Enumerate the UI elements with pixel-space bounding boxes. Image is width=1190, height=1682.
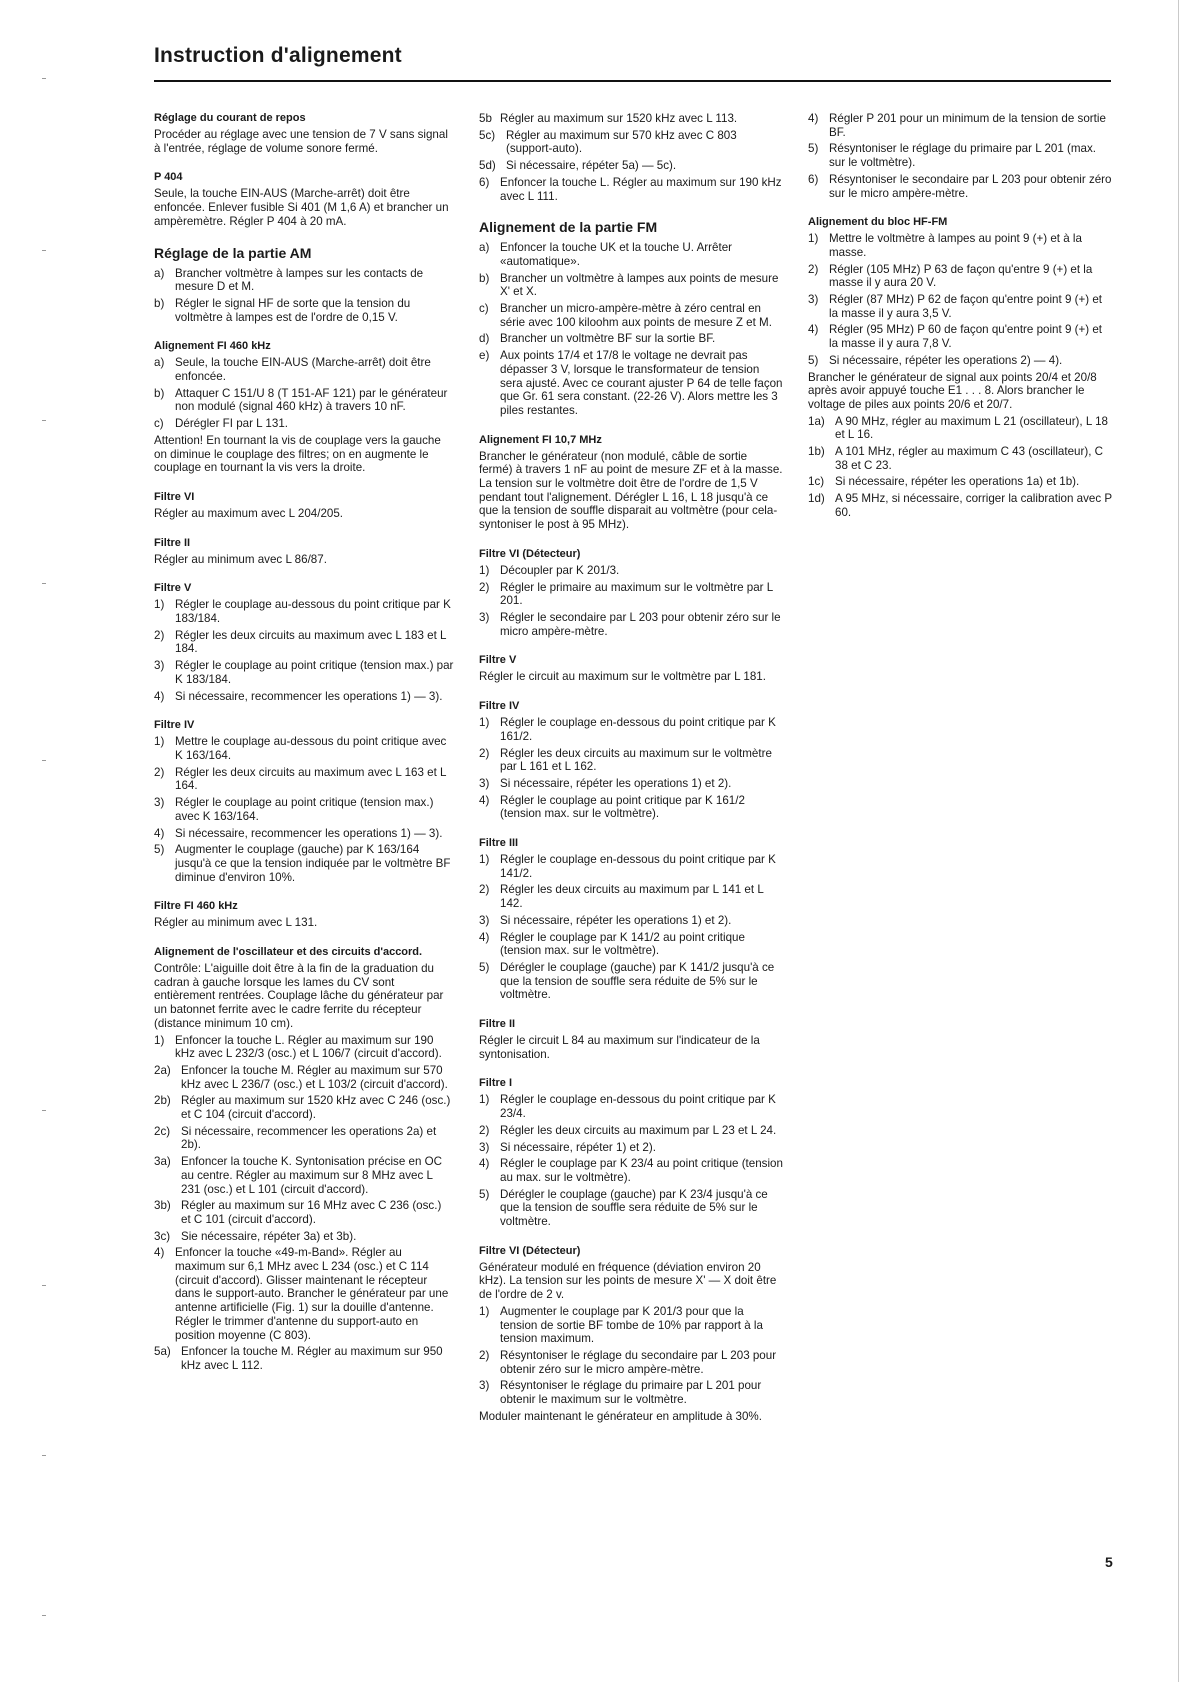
item-number: 5) — [808, 353, 819, 367]
subsection-heading: Filtre VI — [154, 490, 195, 503]
item-text: A 90 MHz, régler au maximum L 21 (oscillateur), L 18 et L 16. — [835, 414, 1108, 442]
section — [479, 1064, 783, 1228]
item-text: Seule, la touche EIN-AUS (Marche-arrêt) doit être enfoncée. — [175, 356, 431, 384]
item-number: 4) — [808, 112, 819, 125]
item-text: Régler le couplage au point critique (tension max.) par K 183/184. — [175, 659, 454, 686]
paragraph: Moduler maintenant le générateur en amplitude à 30%. — [479, 1409, 762, 1423]
section — [479, 535, 783, 639]
list-item — [479, 914, 783, 928]
item-number: d) — [479, 332, 490, 346]
column-left — [154, 112, 454, 1376]
list-item — [154, 766, 454, 793]
section-spacer — [154, 569, 454, 582]
item-text: Régler au maximum sur 16 MHz avec C 236 (osc.) et C 101 (circuit d'accord). — [181, 1199, 442, 1226]
subsection-heading: P 404 — [154, 171, 183, 184]
item-text: Si nécessaire, répéter les operations 1) et 2). — [500, 913, 732, 927]
item-text: Résyntoniser le réglage du secondaire par L 203 pour obtenir zéro sur le micro ampère-mètre. — [500, 1349, 777, 1376]
title-rule — [154, 80, 1111, 82]
subsection-heading: Alignement FI 10,7 MHz — [479, 433, 602, 446]
item-number: 1a) — [808, 414, 825, 428]
item-number: 1) — [154, 598, 165, 612]
list-item — [479, 1305, 783, 1346]
subsection-heading: Filtre III — [479, 837, 519, 850]
item-number: 3) — [479, 610, 490, 624]
item-number: 2) — [808, 262, 819, 276]
list-item — [154, 796, 454, 823]
item-text: Attaquer C 151/U 8 (T 151-AF 121) par le générateur non modulé (signal 460 kHz) à travers 10 nF. — [175, 386, 448, 414]
item-text: Régler le couplage au-dessous du point critique par K 183/184. — [175, 598, 451, 626]
list-item — [479, 272, 783, 299]
list-item — [154, 297, 454, 324]
list-item — [154, 1199, 454, 1226]
section — [154, 706, 454, 884]
item-number: 3c) — [154, 1229, 171, 1243]
item-number: 4) — [479, 793, 490, 807]
list-item — [479, 1124, 783, 1138]
subsection-heading: Filtre VI (Détecteur) — [479, 1244, 581, 1257]
list-item — [154, 1034, 454, 1061]
margin-mark — [42, 1285, 46, 1286]
item-text: Régler le couplage par K 141/2 au point critique (tension max. sur le voltmètre). — [500, 930, 745, 958]
list-item — [479, 112, 783, 126]
item-text: A 101 MHz, régler au maximum C 43 (oscillateur), C 38 et C 23. — [835, 445, 1104, 472]
item-number: b) — [154, 386, 165, 400]
paragraph: Générateur modulé en fréquence (déviation environ 20 kHz). La tension sur les points de mesure X' — X doit être de l'ordre de 2 v. — [479, 1260, 777, 1302]
list-item — [808, 323, 1112, 350]
item-text: Mettre le voltmètre à lampes au point 9 (+) et à la masse. — [829, 232, 1082, 259]
paragraph: Procéder au réglage avec une tension de 7 V sans signal à l'entrée, réglage de volume sonore fermé. — [154, 128, 448, 155]
section — [154, 112, 454, 155]
list-item — [154, 735, 454, 762]
item-number: 6) — [479, 175, 490, 189]
list-item — [479, 349, 783, 418]
item-number: b) — [154, 296, 165, 310]
margin-mark — [42, 1455, 46, 1456]
section-spacer — [154, 478, 454, 491]
item-text: Régler les deux circuits au maximum sur le voltmètre par L 161 et L 162. — [500, 746, 772, 774]
list-item — [479, 611, 783, 638]
list-item — [154, 1345, 454, 1372]
item-text: Régler les deux circuits au maximum avec L 183 et L 184. — [175, 628, 447, 656]
item-number: 2c) — [154, 1124, 171, 1138]
subsection-heading: Alignement du bloc HF-FM — [808, 216, 948, 229]
item-text: Si nécessaire, recommencer les operations 1) — 3). — [175, 826, 443, 840]
section — [808, 203, 1112, 519]
item-text: Si nécessaire, répéter les operations 1) et 2). — [500, 776, 732, 790]
item-number: 6) — [808, 172, 819, 186]
paragraph: Régler au minimum avec L 86/87. — [154, 552, 327, 566]
list-item — [154, 659, 454, 686]
section — [479, 641, 783, 684]
item-text: Enfoncer la touche «49-m-Band». Régler au maximum sur 6,1 MHz avec L 234 (osc.) et C 114 (circuit d'accord). Glisser maintenant le récepteur dans le support-auto. Brancher le générateur par une antenne artificielle (Fig. 1) sur la douille d'antenne. Régler le trimmer d'antenne du support-auto en position moyenne (C 803). — [175, 1246, 449, 1342]
item-text: Enfoncer la touche UK et la touche U. Arrêter «automatique». — [500, 241, 732, 268]
item-text: Augmenter le couplage par K 201/3 pour que la tension de sortie BF tombe de 10% par rapport à la tension maximum. — [500, 1304, 763, 1346]
item-text: Enfoncer la touche M. Régler au maximum sur 950 kHz avec L 112. — [181, 1345, 443, 1372]
list-item — [479, 176, 783, 203]
item-text: Résyntoniser le réglage du primaire par L 201 (max. sur le voltmètre). — [829, 142, 1097, 170]
page-title: Instruction d'alignement — [154, 44, 402, 67]
item-number: 1d) — [808, 492, 825, 506]
section-spacer — [154, 706, 454, 719]
section-spacer — [154, 327, 454, 340]
section-spacer — [154, 232, 454, 245]
item-number: a) — [154, 266, 165, 280]
item-number: c) — [154, 417, 164, 431]
item-text: Régler le couplage au point critique par K 161/2 (tension max. sur le voltmètre). — [500, 793, 745, 821]
item-text: Régler le secondaire par L 203 pour obtenir zéro sur le micro ampère-mètre. — [500, 610, 781, 638]
subsection-heading: Filtre VI (Détecteur) — [479, 547, 581, 560]
item-number: 5d) — [479, 159, 496, 173]
list-item — [479, 581, 783, 608]
list-item — [154, 598, 454, 625]
item-text: Régler les deux circuits au maximum avec L 163 et L 164. — [175, 765, 447, 793]
item-text: Brancher un voltmètre à lampes aux points de mesure X' et X. — [500, 271, 779, 299]
item-number: 1) — [808, 232, 819, 246]
list-item — [479, 332, 783, 346]
section-spacer — [154, 158, 454, 171]
item-number: 1) — [479, 716, 490, 730]
column-middle — [479, 112, 783, 1427]
paragraph: Contrôle: L'aiguille doit être à la fin de la graduation du cadran à gauche lorsque les lames du CV sont entièrement rentrées. Couplage lâche du générateur par un batonnet ferrite avec le cadre ferrite du récepteur (distance minimum 10 cm). — [154, 962, 444, 1030]
section — [154, 524, 454, 567]
item-number: 4) — [154, 826, 165, 840]
paragraph: Brancher le générateur (non modulé, câble de sortie fermé) à travers 1 nF au point de mesure ZF et à la masse. La tension sur le voltmètre doit être de l'ordre de 1,5 V pendant tout l'alignement. Dérégler L 16, L 18 jusqu'à ce que la tension de souffle disparait au voltmètre (pour cela-syntoniser le post à 95 MHz). — [479, 449, 783, 532]
list-item — [479, 1141, 783, 1155]
list-item — [479, 1188, 783, 1229]
list-item — [479, 564, 783, 578]
section-spacer — [479, 641, 783, 654]
section-spacer — [479, 1064, 783, 1077]
item-number: 3b) — [154, 1199, 171, 1213]
list-item — [808, 445, 1112, 472]
paragraph: Attention! En tournant la vis de couplage vers la gauche on diminue le couplage des filtres; on en augmente le couplage en tournant la vis vers la droite. — [154, 433, 441, 475]
item-number: a) — [154, 356, 165, 370]
item-number: b) — [479, 271, 490, 285]
item-text: Régler le couplage en-dessous du point critique par K 23/4. — [500, 1093, 776, 1121]
subsection-heading: Filtre IV — [479, 700, 520, 713]
subsection-heading: Filtre IV — [154, 719, 195, 732]
item-text: Résyntoniser le secondaire par L 203 pour obtenir zéro sur le micro ampère-mètre. — [829, 172, 1112, 200]
section — [154, 887, 454, 930]
item-text: Régler le couplage au point critique (tension max.) avec K 163/164. — [175, 796, 434, 823]
paragraph: Seule, la touche EIN-AUS (Marche-arrêt) doit être enfoncée. Enlever fusible Si 401 (M 1,6 A) et brancher un ampèremètre. Régler P 404 à 20 mA. — [154, 187, 449, 228]
item-text: Sie nécessaire, répéter 3a) et 3b). — [181, 1229, 357, 1243]
list-item — [479, 159, 783, 173]
list-item — [154, 387, 454, 414]
margin-mark — [42, 1615, 46, 1616]
list-item — [479, 961, 783, 1002]
list-item — [808, 354, 1112, 368]
list-item — [154, 1125, 454, 1152]
margin-mark — [42, 250, 46, 251]
list-item — [154, 267, 454, 294]
list-item — [154, 1094, 454, 1121]
list-item — [154, 1246, 454, 1342]
item-text: Régler au maximum sur 1520 kHz avec L 113. — [500, 112, 738, 125]
section-heading: Réglage de la partie AM — [154, 244, 312, 261]
section-spacer — [154, 524, 454, 537]
item-text: Enfoncer la touche M. Régler au maximum sur 570 kHz avec L 236/7 (osc.) et L 103/2 (circuit d'accord). — [181, 1063, 448, 1091]
item-number: 5c) — [479, 128, 496, 142]
section-spacer — [479, 421, 783, 434]
subsection-heading: Alignement de l'oscillateur et des circuits d'accord. — [154, 946, 423, 959]
item-text: Dérégler le couplage (gauche) par K 23/4 jusqu'à ce que la tension de souffle sera réduite de 5% sur le voltmètre. — [500, 1187, 768, 1229]
section — [808, 112, 1112, 200]
item-number: 5b — [479, 112, 492, 125]
list-item — [479, 931, 783, 958]
item-number: 2) — [479, 580, 490, 594]
section — [154, 327, 454, 475]
item-text: Régler le couplage par K 23/4 au point critique (tension au max. sur le voltmètre). — [500, 1157, 783, 1184]
list-item — [154, 843, 454, 884]
item-number: 5a) — [154, 1345, 171, 1359]
item-number: 2) — [479, 1123, 490, 1137]
item-number: 1) — [154, 735, 165, 749]
section — [479, 687, 783, 821]
paragraph: Régler le circuit L 84 au maximum sur l'indicateur de la syntonisation. — [479, 1034, 760, 1061]
item-text: Régler (105 MHz) P 63 de façon qu'entre 9 (+) et la masse il y aura 20 V. — [829, 262, 1093, 290]
section-spacer — [479, 687, 783, 700]
list-item — [154, 1230, 454, 1244]
item-number: 5) — [154, 843, 165, 857]
subsection-heading: Filtre II — [479, 1018, 516, 1031]
item-number: 4) — [154, 1246, 165, 1260]
item-number: a) — [479, 241, 490, 255]
section-spacer — [479, 824, 783, 837]
item-number: 1c) — [808, 475, 825, 489]
list-item — [154, 1064, 454, 1091]
item-text: Régler (95 MHz) P 60 de façon qu'entre point 9 (+) et la masse il y aura 7,8 V. — [829, 323, 1102, 351]
list-item — [808, 475, 1112, 489]
list-item — [479, 777, 783, 791]
item-text: Augmenter le couplage (gauche) par K 163/164 jusqu'à ce que la tension indiquée par le voltmètre BF diminue d'environ 10%. — [175, 843, 451, 884]
item-number: 4) — [808, 323, 819, 337]
list-item — [154, 690, 454, 704]
item-text: Régler les deux circuits au maximum par L 141 et L 142. — [500, 883, 764, 911]
section — [154, 933, 454, 1373]
list-item — [154, 629, 454, 656]
section — [479, 824, 783, 1002]
item-text: Régler les deux circuits au maximum par L 23 et L 24. — [500, 1123, 777, 1137]
subsection-heading: Alignement FI 460 kHz — [154, 340, 271, 353]
item-text: Brancher un voltmètre BF sur la sortie BF. — [500, 332, 716, 346]
item-text: Régler le primaire au maximum sur le voltmètre par L 201. — [500, 580, 773, 608]
section — [479, 1005, 783, 1061]
page-number: 5 — [1105, 1554, 1113, 1570]
subsection-heading: Filtre V — [154, 582, 192, 595]
column-right — [808, 112, 1112, 523]
item-text: A 95 MHz, si nécessaire, corriger la calibration avec P 60. — [835, 492, 1112, 519]
item-text: Enfoncer la touche L. Régler au maximum sur 190 kHz avec L 111. — [500, 175, 782, 203]
item-text: Régler le couplage en-dessous du point critique par K 161/2. — [500, 716, 776, 743]
item-number: 3) — [479, 913, 490, 927]
item-number: 1) — [479, 853, 490, 867]
list-item — [154, 356, 454, 383]
section — [154, 478, 454, 521]
section-spacer — [479, 206, 783, 219]
item-number: 3) — [479, 776, 490, 790]
item-text: Résyntoniser le réglage du primaire par L 201 pour obtenir le maximum sur le voltmètre. — [500, 1379, 762, 1407]
item-text: Si nécessaire, recommencer les operations 1) — 3). — [175, 689, 443, 703]
margin-mark — [42, 78, 46, 79]
paragraph: Régler le circuit au maximum sur le voltmètre par L 181. — [479, 670, 766, 684]
item-text: Régler (87 MHz) P 62 de façon qu'entre point 9 (+) et la masse il y aura 3,5 V. — [829, 293, 1102, 320]
item-text: Mettre le couplage au-dessous du point critique avec K 163/164. — [175, 735, 447, 762]
list-item — [808, 142, 1112, 169]
item-number: 1) — [479, 563, 490, 577]
item-text: Dérégler le couplage (gauche) par K 141/2 jusqu'à ce que la tension de souffle sera réduite de 5% sur le voltmètre. — [500, 960, 775, 1002]
subsection-heading: Filtre II — [154, 536, 191, 549]
list-item — [479, 302, 783, 329]
item-number: 1) — [154, 1033, 165, 1047]
list-item — [808, 112, 1112, 139]
list-item — [154, 827, 454, 841]
item-number: 1) — [479, 1093, 490, 1107]
item-number: 2) — [479, 1349, 490, 1362]
list-item — [479, 241, 783, 268]
item-text: Si nécessaire, recommencer les operations 2a) et 2b). — [181, 1124, 437, 1152]
item-text: Régler le signal HF de sorte que la tension du voltmètre à lampes est de l'ordre de 0,15 V. — [175, 296, 411, 324]
margin-mark — [42, 583, 46, 584]
item-number: 1) — [479, 1304, 490, 1318]
section-spacer — [479, 1232, 783, 1245]
item-number: 4) — [479, 1157, 490, 1171]
margin-mark — [42, 1110, 46, 1111]
item-number: 3) — [154, 659, 165, 673]
list-item — [154, 417, 454, 431]
item-text: Enfoncer la touche K. Syntonisation précise en OC au centre. Régler au maximum sur 8 MHz avec L 231 (osc.) et L 101 (circuit d'accord). — [181, 1155, 443, 1196]
item-text: Régler au maximum sur 1520 kHz avec C 246 (osc.) et C 104 (circuit d'accord). — [181, 1094, 451, 1122]
item-number: 3) — [154, 796, 165, 810]
item-text: Découpler par K 201/3. — [500, 563, 620, 577]
list-item — [479, 1379, 783, 1406]
item-number: e) — [479, 349, 490, 363]
item-number: 2b) — [154, 1094, 171, 1108]
list-item — [479, 716, 783, 743]
item-text: Régler P 201 pour un minimum de la tension de sortie BF. — [829, 112, 1106, 139]
subsection-heading: Filtre I — [479, 1077, 513, 1090]
list-item — [479, 129, 783, 156]
section-spacer — [154, 887, 454, 900]
list-item — [479, 883, 783, 910]
item-number: 4) — [479, 930, 490, 944]
item-number: 3) — [479, 1140, 490, 1154]
list-item — [808, 293, 1112, 320]
section — [154, 569, 454, 703]
item-text: Enfoncer la touche L. Régler au maximum sur 190 kHz avec L 232/3 (osc.) et L 106/7 (circuit d'accord). — [175, 1033, 442, 1061]
margin-mark — [42, 760, 46, 761]
list-item — [479, 1157, 783, 1184]
item-number: 4) — [154, 689, 165, 703]
section — [154, 232, 454, 325]
item-number: 2) — [479, 746, 490, 760]
item-text: Régler le couplage en-dessous du point critique par K 141/2. — [500, 853, 776, 880]
list-item — [808, 173, 1112, 200]
list-item — [808, 492, 1112, 519]
item-number: c) — [479, 302, 489, 316]
list-item — [479, 747, 783, 774]
section — [479, 206, 783, 417]
section — [479, 1232, 783, 1424]
item-number: 2a) — [154, 1063, 171, 1077]
item-number: 3) — [808, 293, 819, 307]
paragraph: Régler au maximum avec L 204/205. — [154, 506, 344, 520]
paragraph: Brancher le générateur de signal aux points 20/4 et 20/8 après avoir appuyé touche E1 . . . 8. Alors brancher le voltage de piles aux points 20/6 et 20/7. — [808, 370, 1097, 411]
item-number: 1b) — [808, 445, 825, 459]
item-text: Brancher voltmètre à lampes sur les contacts de mesure D et M. — [175, 266, 424, 294]
item-number: 3a) — [154, 1155, 171, 1169]
list-item — [479, 853, 783, 880]
item-text: Régler au maximum sur 570 kHz avec C 803 (support-auto). — [506, 128, 737, 156]
item-text: Dérégler FI par L 131. — [175, 417, 288, 431]
list-item — [808, 232, 1112, 259]
item-number: 2) — [154, 765, 165, 779]
section — [479, 112, 783, 203]
item-text: Aux points 17/4 et 17/8 le voltage ne devrait pas dépasser 3 V, lorsque le transformateur de tension sera ajusté. Avec ce courant ajuster P 64 de telle façon que Gr. 61 sera constant. (22-26 V). Alors mettre les 3 piles restantes. — [500, 349, 783, 417]
list-item — [479, 1093, 783, 1120]
list-item — [808, 415, 1112, 442]
subsection-heading: Réglage du courant de repos — [154, 112, 306, 124]
paragraph: Régler au minimum avec L 131. — [154, 916, 318, 930]
subsection-heading: Filtre V — [479, 654, 517, 667]
section — [479, 421, 783, 532]
item-number: 3) — [479, 1379, 490, 1393]
section-spacer — [479, 535, 783, 548]
item-number: 5) — [479, 1187, 490, 1201]
item-text: Si nécessaire, répéter les operations 2) — 4). — [829, 353, 1063, 367]
list-item — [479, 794, 783, 821]
item-number: 2) — [154, 628, 165, 642]
item-text: Si nécessaire, répéter 5a) — 5c). — [506, 159, 677, 173]
item-text: Si nécessaire, répéter les operations 1a) et 1b). — [835, 475, 1080, 489]
subsection-heading: Filtre FI 460 kHz — [154, 900, 238, 913]
list-item — [808, 263, 1112, 290]
margin-mark — [42, 420, 46, 421]
section-spacer — [479, 1005, 783, 1018]
item-text: Brancher un micro-ampère-mètre à zéro central en série avec 100 kiloohm aux points de mesure Z et M. — [500, 302, 772, 329]
section — [154, 158, 454, 228]
scan-edge-line — [1178, 0, 1179, 1682]
section-heading: Alignement de la partie FM — [479, 219, 658, 236]
section-spacer — [808, 203, 1112, 216]
list-item — [479, 1349, 783, 1376]
item-number: 2) — [479, 883, 490, 897]
item-text: Si nécessaire, répéter 1) et 2). — [500, 1140, 656, 1154]
list-item — [154, 1155, 454, 1196]
section-spacer — [154, 933, 454, 946]
item-number: 5) — [808, 142, 819, 156]
item-number: 5) — [479, 960, 490, 974]
